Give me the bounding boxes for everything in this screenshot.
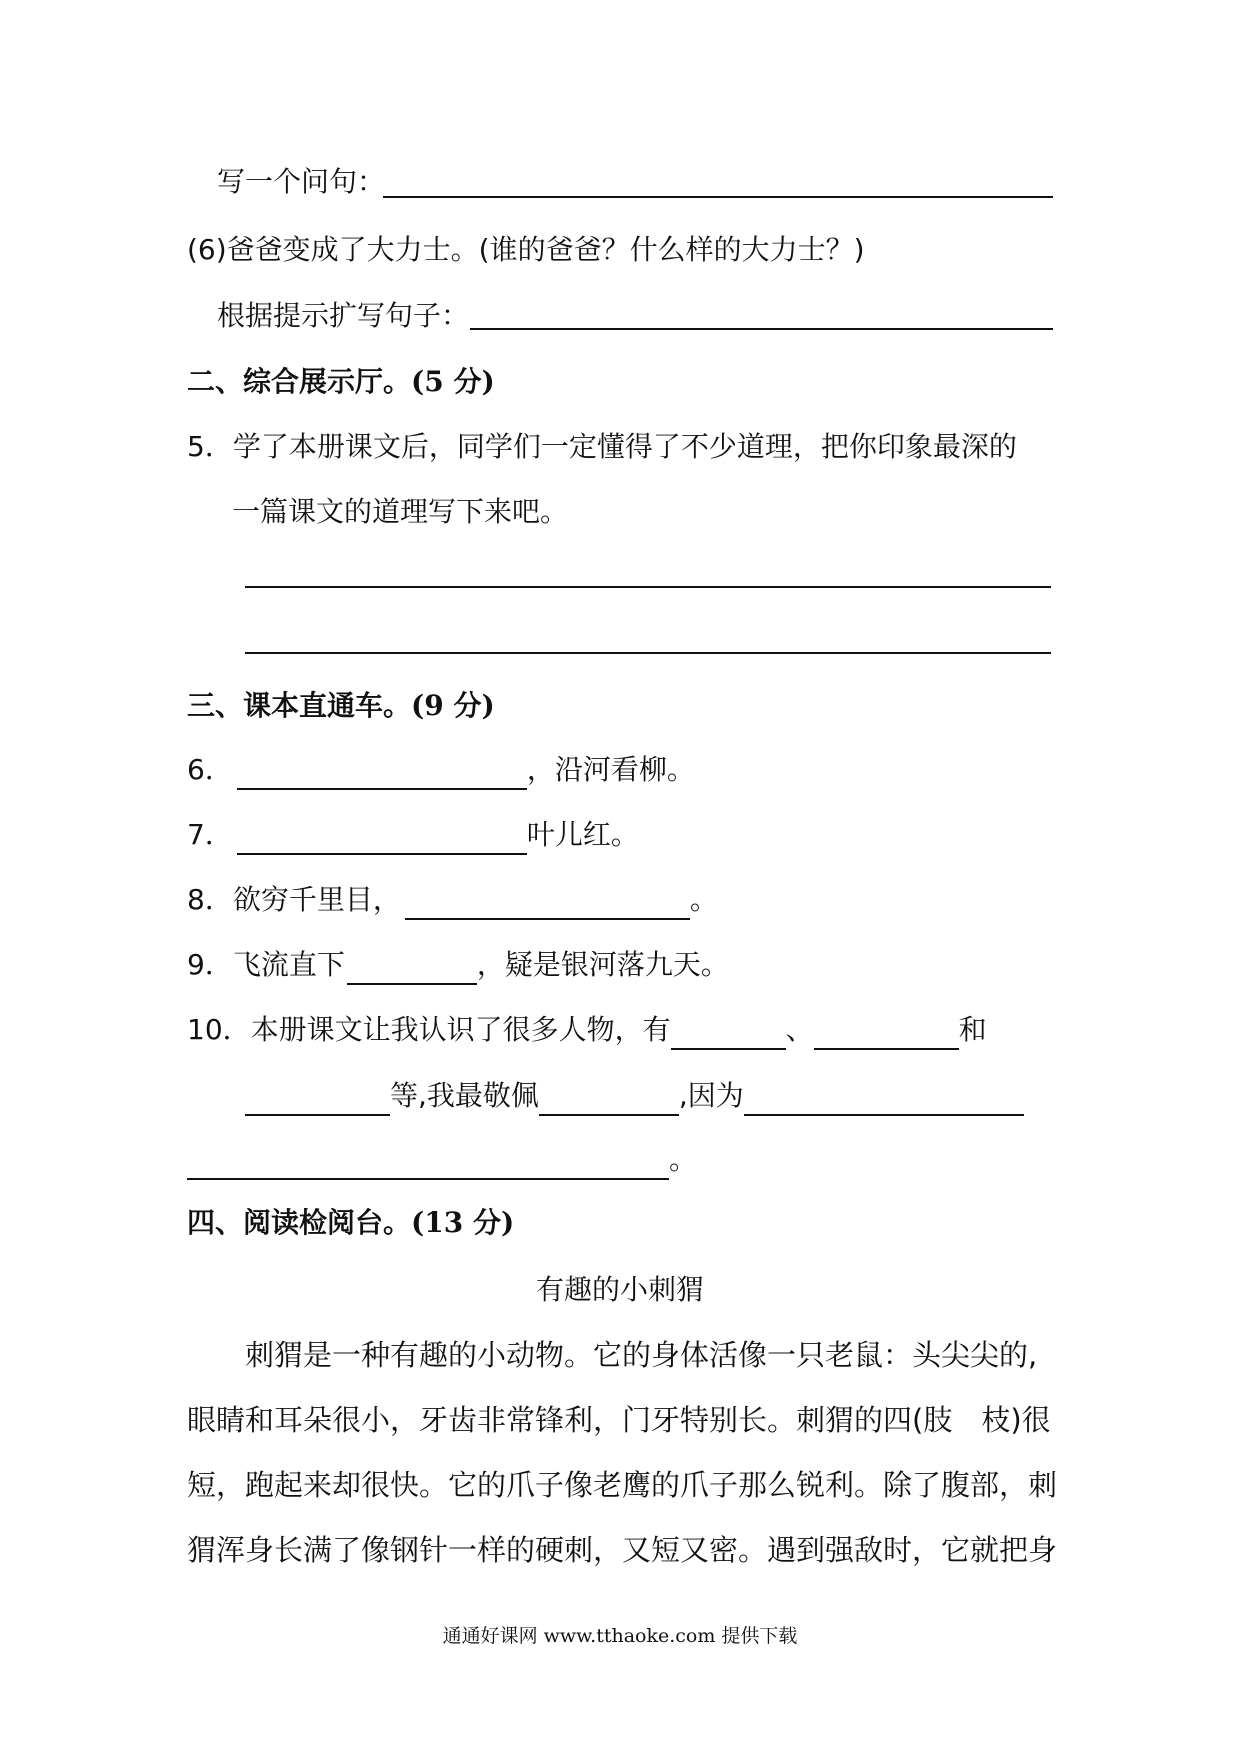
expand-label-text: 根据提示扩写句子： [217,299,470,332]
q9-blank[interactable] [347,953,477,985]
q8-after: 。 [689,883,718,916]
q8-before: 8．欲穷千里目， [187,883,401,916]
q9-before: 9．飞流直下 [187,948,345,981]
q10-blank-6[interactable] [187,1148,669,1180]
q10-row-2 [245,1076,1024,1116]
passage-line-2: 眼睛和耳朵很小，牙齿非常锋利，门牙特别长。刺猬的四(肢 枝)很 [187,1403,1051,1437]
q6-after: ，沿河看柳。 [526,753,695,786]
q5-line2: 一篇课文的道理写下来吧。 [232,495,569,528]
passage-line-1: 刺猬是一种有趣的小动物。它的身体活像一只老鼠：头尖尖的, [245,1338,1038,1372]
q10-blank-4[interactable] [539,1084,679,1116]
q7-blank[interactable] [237,823,527,855]
section-3-heading: 三、课本直通车。(9 分) [187,689,495,722]
section-2-heading: 二、综合展示厅。(5 分) [187,365,495,398]
q6-blank[interactable] [237,758,527,790]
q7-number: 7． [187,818,233,851]
expand-label [217,296,469,336]
passage-line-4: 猬浑身长满了像钢针一样的硬刺，又短又密。遇到强敌时，它就把身 [187,1533,1058,1567]
q10-admire-label: 等,我最敬佩 [390,1079,539,1112]
q10-because-label: ,因为 [678,1079,744,1112]
q10-and: 和 [958,1013,987,1046]
q5-answer-line-1[interactable] [245,586,1051,588]
question-label-text: 写一个问句： [217,165,386,198]
footer-credit: 通通好课网 www.tthaoke.com 提供下载 [442,1625,798,1647]
q10-row-3 [187,1140,697,1180]
q10-end: 。 [669,1143,698,1176]
q8-row [187,880,718,920]
item-6-text: (6)爸爸变成了大力士。(谁的爸爸？什么样的大力士？) [187,233,865,266]
section-4-heading: 四、阅读检阅台。(13 分) [187,1206,515,1239]
expand-answer-line[interactable] [470,328,1053,330]
q9-after: ，疑是银河落九天。 [476,948,729,981]
question-line-label [217,162,385,202]
passage-line-3: 短，跑起来却很快。它的爪子像老鹰的爪子那么锐利。除了腹部，刺 [187,1468,1058,1502]
q7-row [187,815,639,855]
q10-row-1 [187,1010,987,1050]
q10-blank-3[interactable] [245,1084,390,1116]
passage-title: 有趣的小刺猬 [535,1273,704,1306]
q10-separator: 、 [785,1013,814,1046]
q5-answer-line-2[interactable] [245,652,1051,654]
q7-after: 叶儿红。 [526,818,639,851]
q10-blank-5[interactable] [744,1084,1024,1116]
q9-row [187,945,729,985]
q5-line1: 5．学了本册课文后，同学们一定懂得了不少道理，把你印象最深的 [187,430,1017,463]
q8-blank[interactable] [405,888,690,920]
q6-row [187,750,695,790]
q6-number: 6． [187,753,233,786]
q10-blank-1[interactable] [671,1018,786,1050]
q10-before: 10．本册课文让我认识了很多人物，有 [187,1013,671,1046]
q10-blank-2[interactable] [814,1018,959,1050]
question-answer-line[interactable] [383,196,1053,198]
